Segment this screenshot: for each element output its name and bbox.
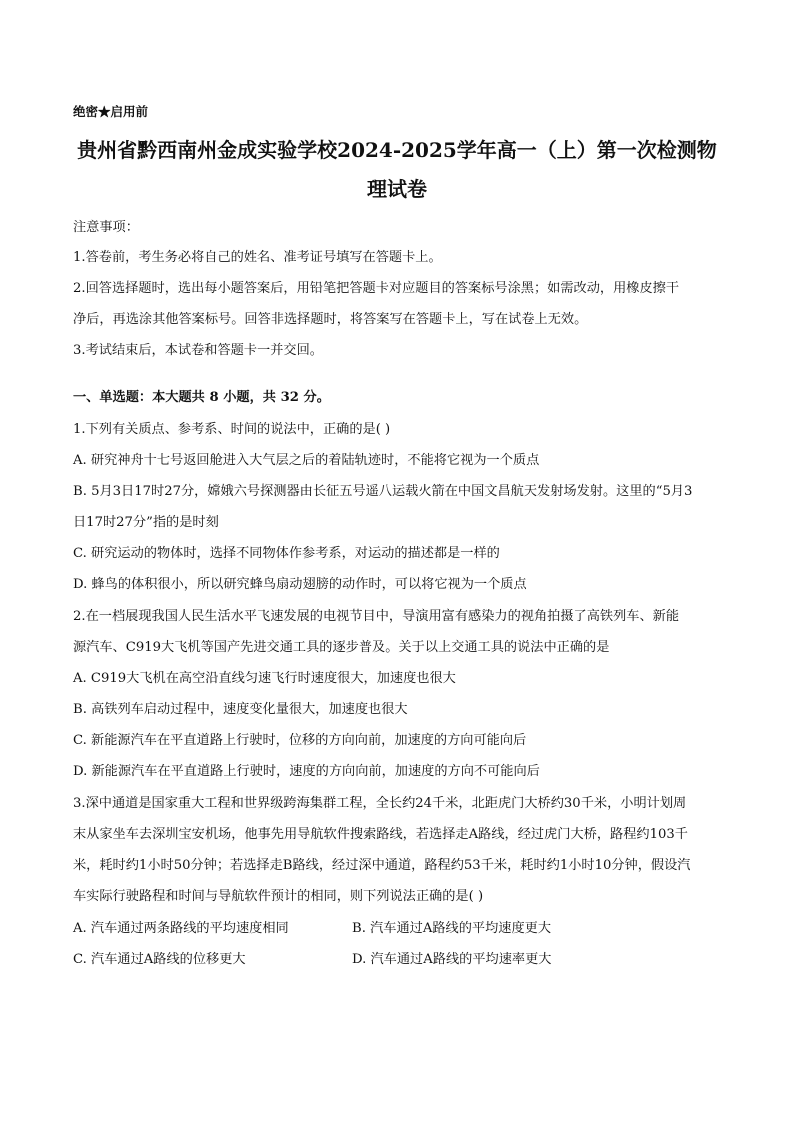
question-3-option-c: C. 汽车通过A路线的位移更大 <box>73 952 246 967</box>
question-3-stem-cont: 末从家坐车去深圳宝安机场，他事先用导航软件搜索路线，若选择走A路线，经过虎门大桥，路程约103千 <box>73 827 688 842</box>
question-1-option-b: B. 5月3日17时27分，嫦娥六号探测器由长征五号遥八运载火箭在中国文昌航天发射场发射。这里的“5月3 <box>73 484 693 499</box>
question-1-option-a: A. 研究神舟十七号返回舱进入大气层之后的着陆轨迹时，不能将它视为一个质点 <box>73 453 540 468</box>
confidential-label: 绝密★启用前 <box>73 104 149 119</box>
question-3-option-b: B. 汽车通过A路线的平均速度更大 <box>352 921 552 936</box>
question-2-stem-cont: 源汽车、C919大飞机等国产先进交通工具的逐步普及。关于以上交通工具的说法中正确的是 <box>73 640 610 655</box>
question-3-stem-cont: 米，耗时约1小时50分钟；若选择走B路线，经过深中通道，路程约53千米，耗时约1小时10分钟，假设汽 <box>73 858 691 873</box>
question-2-option-b: B. 高铁列车启动过程中，速度变化量很大，加速度也很大 <box>73 702 408 717</box>
section-heading: 一、单选题：本大题共 8 小题，共 32 分。 <box>73 390 330 405</box>
notice-item: 2.回答选择题时，选出每小题答案后，用铅笔把答题卡对应题目的答案标号涂黑；如需改动，用橡皮擦干 <box>73 281 680 296</box>
question-2-option-c: C. 新能源汽车在平直道路上行驶时，位移的方向向前，加速度的方向可能向后 <box>73 733 527 748</box>
question-3-stem-cont: 车实际行驶路程和时间与导航软件预计的相同，则下列说法正确的是( ) <box>73 889 484 904</box>
notice-heading: 注意事项： <box>73 220 139 235</box>
exam-title-line-2: 理试卷 <box>367 177 427 201</box>
notice-item: 净后，再选涂其他答案标号。回答非选择题时，将答案写在答题卡上，写在试卷上无效。 <box>73 312 588 327</box>
question-1-option-d: D. 蜂鸟的体积很小，所以研究蜂鸟扇动翅膀的动作时，可以将它视为一个质点 <box>73 577 527 592</box>
question-2-option-d: D. 新能源汽车在平直道路上行驶时，速度的方向向前，加速度的方向不可能向后 <box>73 764 540 779</box>
question-2-stem: 2.在一档展现我国人民生活水平飞速发展的电视节目中，导演用富有感染力的视角拍摄了高铁列车、新能 <box>73 609 680 624</box>
question-2-option-a: A. C919大飞机在高空沿直线匀速飞行时速度很大，加速度也很大 <box>73 671 456 686</box>
question-1-option-c: C. 研究运动的物体时，选择不同物体作参考系，对运动的描述都是一样的 <box>73 546 500 561</box>
question-3-option-d: D. 汽车通过A路线的平均速率更大 <box>352 952 552 967</box>
question-3-option-a: A. 汽车通过两条路线的平均速度相同 <box>73 921 289 936</box>
question-3-stem: 3.深中通道是国家重大工程和世界级跨海集群工程，全长约24千米，北距虎门大桥约30千米，小明计划周 <box>73 796 687 811</box>
notice-item: 3.考试结束后，本试卷和答题卡一并交回。 <box>73 343 323 358</box>
question-1-option-b-cont: 日17时27分”指的是时刻 <box>73 515 219 530</box>
question-1-stem: 1.下列有关质点、参考系、时间的说法中，正确的是( ) <box>73 422 391 437</box>
exam-title-line-1: 贵州省黔西南州金成实验学校2024-2025学年高一（上）第一次检测物 <box>77 138 717 162</box>
notice-item: 1.答卷前，考生务必将自己的姓名、准考证号填写在答题卡上。 <box>73 250 442 265</box>
